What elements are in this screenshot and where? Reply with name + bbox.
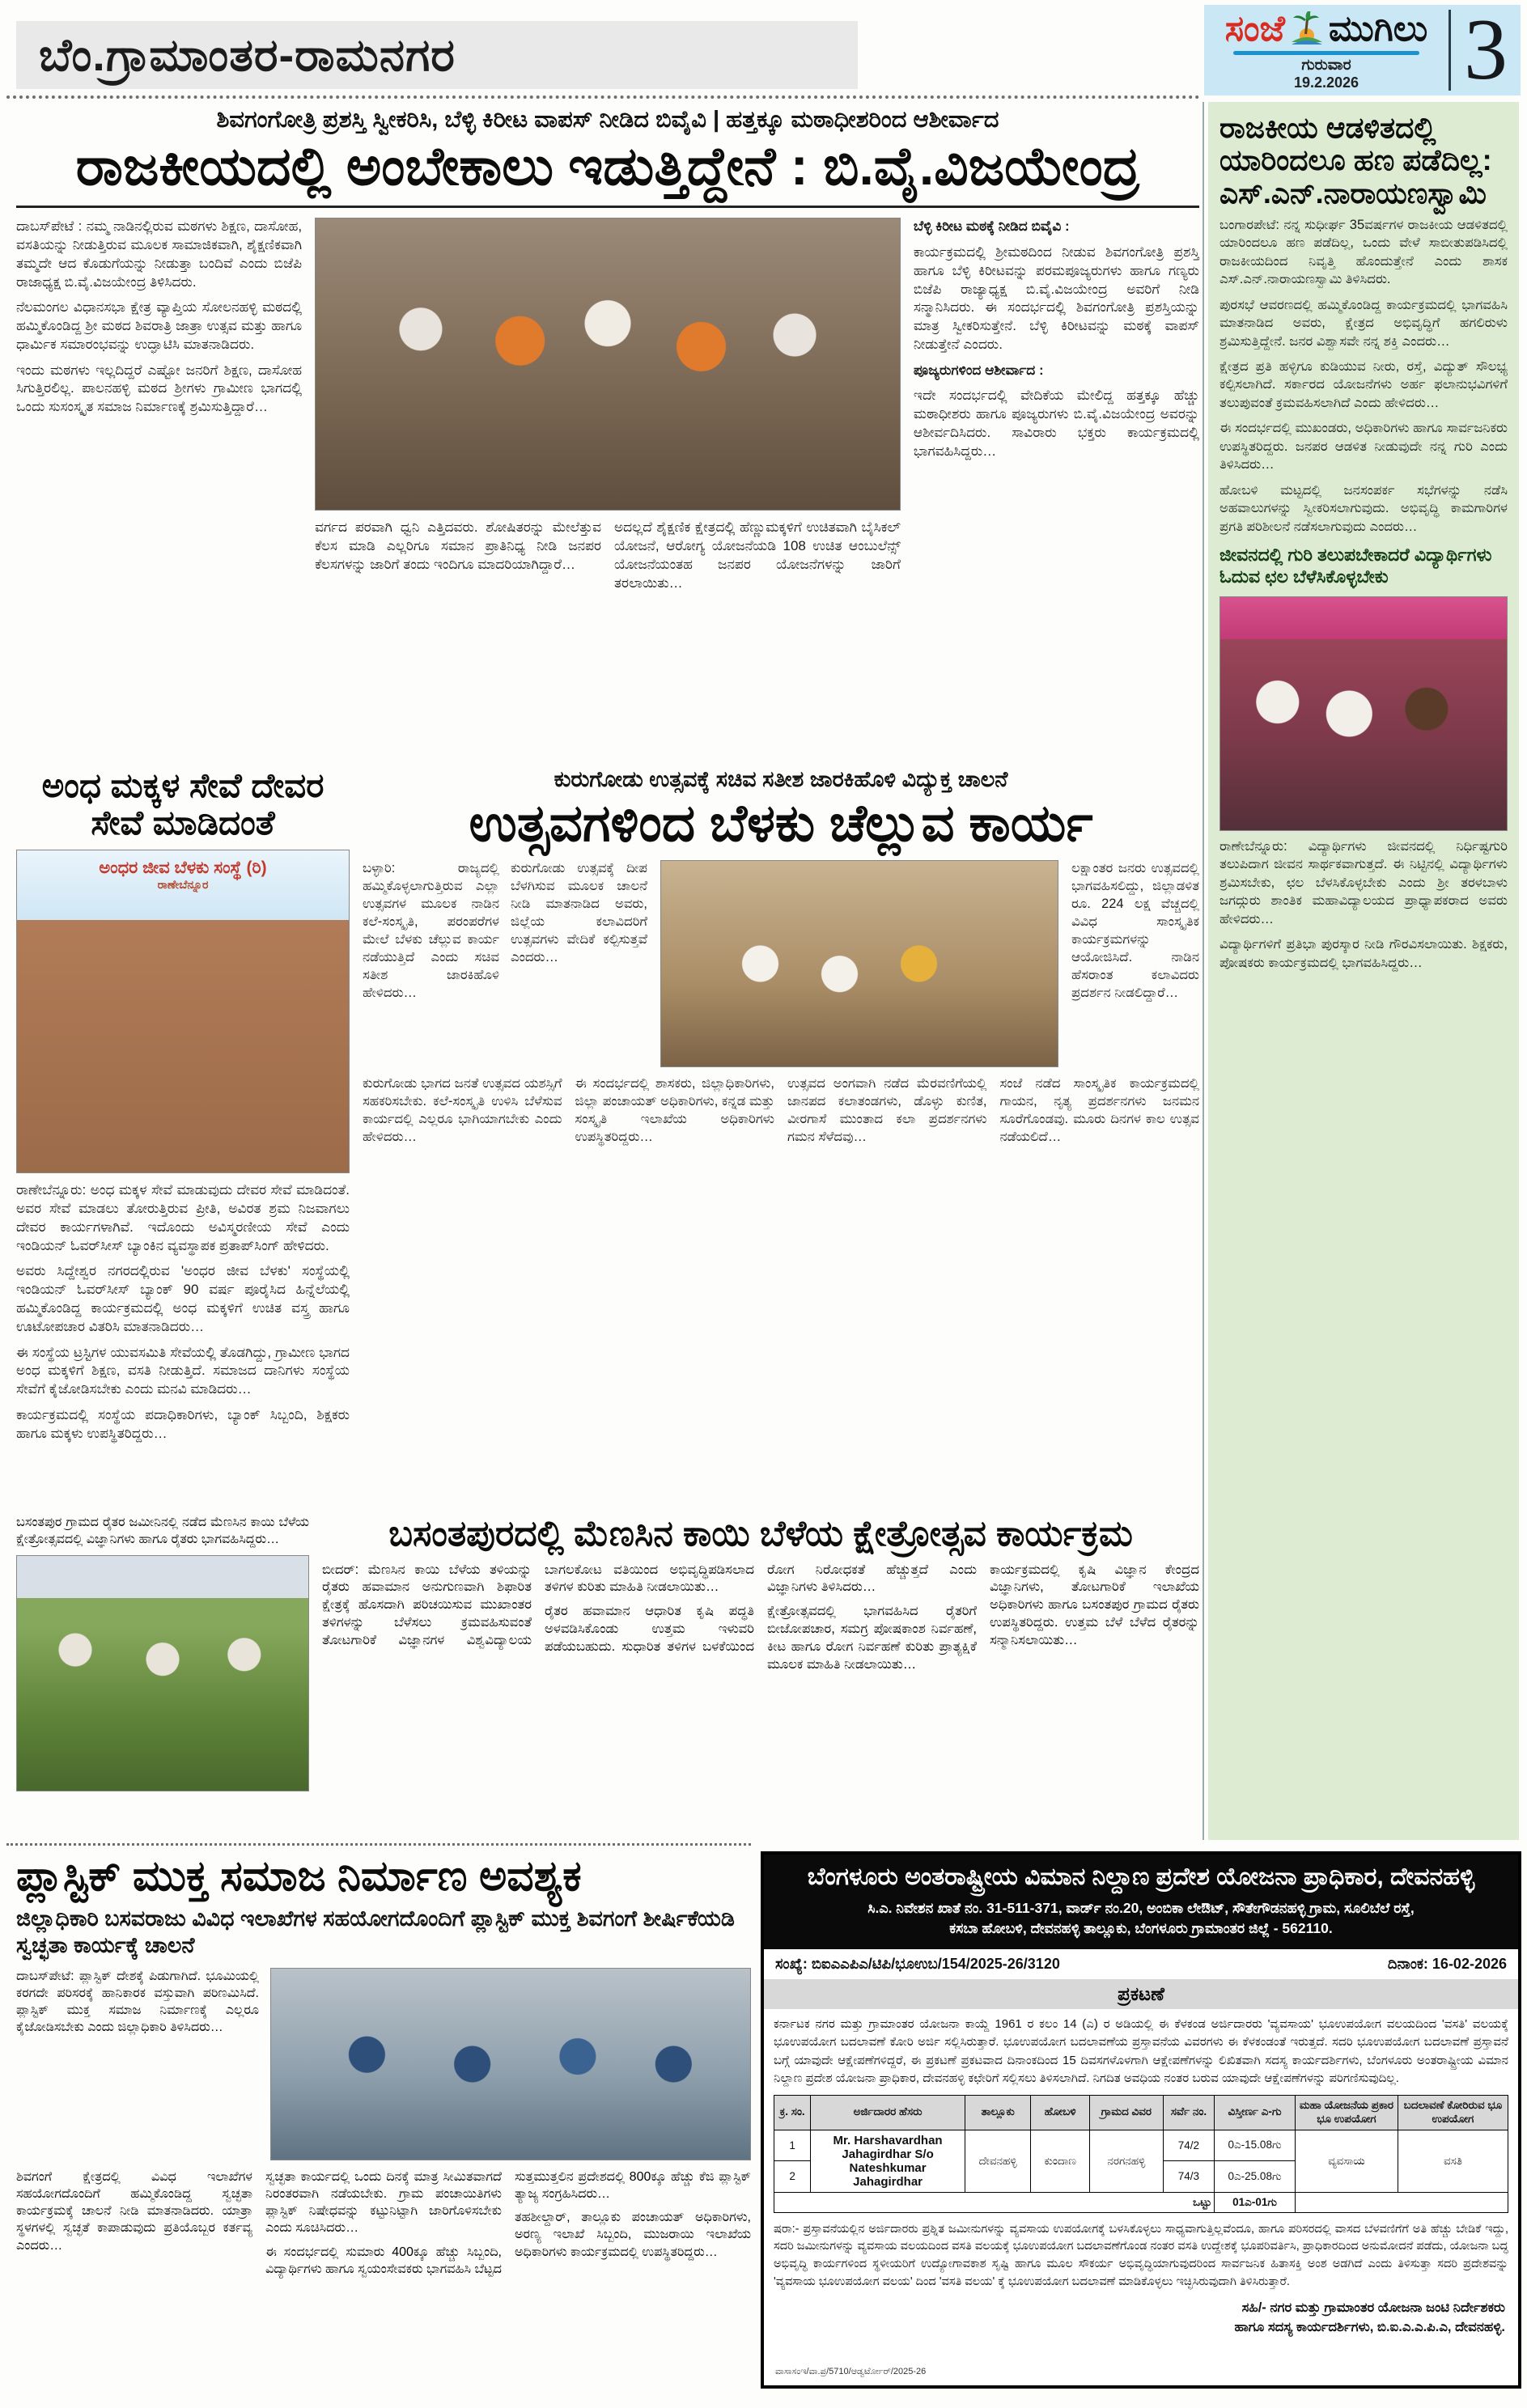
cell-master-use: ವ್ಯವಸಾಯ (1295, 2130, 1398, 2192)
basantapura-headline: ಬಸಂತಪುರದಲ್ಲಿ ಮೆಣಸಿನ ಕಾಯಿ ಬೆಳೆಯ ಕ್ಷೇತ್ರೋತ್ಸವ ಕಾರ್ಯಕ್ರಮ (388, 1514, 1133, 1554)
utsava-paragraph: ಬಳ್ಳಾರಿ: ರಾಜ್ಯದಲ್ಲಿ ಹಮ್ಮಿಕೊಳ್ಳಲಾಗುತ್ತಿರುವ ಎಲ್ಲಾ ಉತ್ಸವಗಳ ಮೂಲಕ ನಾಡಿನ ಕಲೆ-ಸಂಸ್ಕೃತಿ, ಪರಂಪರೆಗಳ ಮೇಲೆ ಬೆಳಕು ಚೆಲ್ಲುವ ಕಾರ್ಯ ನಡೆಯುತ್ತಿದೆ ಎಂದು ಸಚಿವ ಸತೀಶ ಜಾರಕಿಹೊಳಿ ಹೇಳಿದರು… (363, 861, 499, 1000)
col-header-survey: ಸರ್ವೆ ನಂ. (1163, 2095, 1214, 2130)
basantapura-left-column (16, 1515, 309, 1791)
paper-name (1225, 9, 1428, 49)
lead-column-4 (914, 218, 1199, 592)
section-tag-label: ಬೆಂ.ಗ್ರಾಮಾಂತರ-ರಾಮನಗರ (39, 28, 456, 80)
lead-paragraph: ವರ್ಗದ ಪರವಾಗಿ ಧ್ವನಿ ಎತ್ತಿದವರು. ಶೋಷಿತರನ್ನು ಮೇಲೆತ್ತುವ ಕೆಲಸ ಮಾಡಿ ಎಲ್ಲರಿಗೂ ಸಮಾನ ಪ್ರಾತಿನಿಧ್ಯ ನೀಡಿ ಜನಪರ ಕೆಲಸಗಳನ್ನು ಜಾರಿಗೆ ತಂದು ಇಂದಿಗೂ ಮಾದರಿಯಾಗಿದ್ದಾರೆ… (315, 519, 601, 572)
plastic-free-article (16, 1855, 751, 2278)
andha-paragraph: ರಾಣೇಬೆನ್ನೂರು: ಅಂಧ ಮಕ್ಕಳ ಸೇವೆ ಮಾಡುವುದು ದೇವರ ಸೇವೆ ಮಾಡಿದಂತೆ. ಅವರ ಸೇವೆ ಮಾಡಲು ತೋರುತ್ತಿರುವ ಪ್ರೀತಿ, ಅವಿರತ ಶ್ರಮ ನಿಜವಾಗಲು ದೇವರ ಕಾರ್ಯಗಳಾಗಿವೆ. ಇದೊಂದು ಅವಿಸ್ಮರಣೀಯ ಸೇವೆ ಎಂದು ಇಂಡಿಯನ್ ಓವರ್‌ಸೀಸ್ ಬ್ಯಾಂಕಿನ ವ್ಯವಸ್ಥಾಪಕ ಪ್ರತಾಪ್‌ಸಿಂಗ್ ಹೇಳಿದರು. (16, 1182, 350, 1253)
lead-paragraph: ಕಾರ್ಯಕ್ರಮದಲ್ಲಿ ಶ್ರೀಮಠದಿಂದ ನೀಡುವ ಶಿವಗಂಗೋತ್ರಿ ಪ್ರಶಸ್ತಿ ಹಾಗೂ ಬೆಳ್ಳಿ ಕಿರೀಟವನ್ನು ಪರಮಪೂಜ್ಯರುಗಳು ಹಾಗೂ ಗಣ್ಯರು ಬಿಜೆಪಿ ರಾಜ್ಯಾಧ್ಯಕ್ಷ ಬಿ.ವೈ.ವಿಜಯೇಂದ್ರ ಅವರಿಗೆ ನೀಡಿ ಸನ್ಮಾನಿಸಿದರು. ಈ ಸಂದರ್ಭದಲ್ಲಿ ಶಿವಗಂಗೋತ್ರಿ ಪ್ರಶಸ್ತಿಯನ್ನು ಮಾತ್ರ ಸ್ವೀಕರಿಸುತ್ತೇನೆ. ಬೆಳ್ಳಿ ಕಿರೀಟವನ್ನು ಮಠಕ್ಕೆ ವಾಪಸ್ ನೀಡುತ್ತೇನೆ ಎಂದರು. (913, 244, 1199, 352)
lead-paragraph: ಅದಲ್ಲದೆ ಶೈಕ್ಷಣಿಕ ಕ್ಷೇತ್ರದಲ್ಲಿ ಹೆಣ್ಣುಮಕ್ಕಳಿಗೆ ಉಚಿತವಾಗಿ ಬೈಸಿಕಲ್ ಯೋಜನೆ, ಆರೋಗ್ಯ ಯೋಜನೆಯಡಿ 108 ಉಚಿತ ಆಂಬುಲೆನ್ಸ್ ಯೋಜನೆಯಂತಹ ಜನಪರ ಯೋಜನೆಗಳನ್ನು ಜಾರಿಗೆ ತರಲಾಯಿತು… (613, 519, 901, 591)
masthead-day: ಗುರುವಾರ (1301, 57, 1351, 74)
rail-event-photo (1219, 596, 1508, 831)
masthead-rule (1233, 51, 1419, 55)
plastic-headline: ಪ್ಲಾಸ್ಟಿಕ್ ಮುಕ್ತ ಸಮಾಜ ನಿರ್ಮಾಣ ಅವಶ್ಯಕ (16, 1853, 582, 1900)
cell-survey-1: 74/2 (1163, 2130, 1214, 2161)
utsava-right-column (1071, 860, 1199, 1067)
plastic-paragraph: ತಹಶೀಲ್ದಾರ್, ತಾಲ್ಲೂಕು ಪಂಚಾಯತ್ ಅಧಿಕಾರಿಗಳು, ಅರಣ್ಯ ಇಲಾಖೆ ಸಿಬ್ಬಂದಿ, ಮುಜರಾಯಿ ಇಲಾಖೆಯ ಅಧಿಕಾರಿಗಳು ಕಾರ್ಯಕ್ರಮದಲ್ಲಿ ಉಪಸ್ಥಿತರಿದ್ದರು… (515, 2211, 751, 2259)
rail-headline: ರಾಜಕೀಯ ಆಡಳಿತದಲ್ಲಿ ಯಾರಿಂದಲೂ ಹಣ ಪಡೆದಿಲ್ಲ: ಎಸ್.ಎನ್.ನಾರಾಯಣಸ್ವಾಮಿ (1219, 111, 1492, 210)
cell-village: ನರಗನಹಳ್ಳಿ (1089, 2130, 1163, 2192)
cell-extent-1: 0ಎ-15.08ಗು (1215, 2130, 1296, 2161)
table-row (774, 2130, 1508, 2161)
plastic-deck: ಜಿಲ್ಲಾಧಿಕಾರಿ ಬಸವರಾಜು ವಿವಿಧ ಇಲಾಖೆಗಳ ಸಹಯೋಗದೊಂದಿಗೆ ಪ್ಲಾಸ್ಟಿಕ್ ಮುಕ್ತ ಶಿವಗಂಗೆ ಶೀರ್ಷಿಕೆಯಡಿ ಸ್ವಚ್ಛತಾ ಕಾರ್ಯಕ್ಕೆ ಚಾಲನೆ (16, 1906, 735, 1958)
utsava-headline: ಉತ್ಸವಗಳಿಂದ ಬೆಳಕು ಚೆಲ್ಲುವ ಕಾರ್ಯ (469, 794, 1093, 852)
lead-paragraph: ದಾಬಸ್‌ಪೇಟೆ : ನಮ್ಮ ನಾಡಿನಲ್ಲಿರುವ ಮಠಗಳು ಶಿಕ್ಷಣ, ದಾಸೋಹ, ವಸತಿಯನ್ನು ನೀಡುತ್ತಿರುವ ಮೂಲಕ ಸಾಮಾಜಿಕವಾಗಿ, ಶೈಕ್ಷಣಿಕವಾಗಿ ತಮ್ಮದೇ ಆದ ಕೊಡುಗೆಯನ್ನು ನೀಡುತ್ತಾ ಬಂದಿವೆ ಎಂದು ಬಿಜೆಪಿ ರಾಜಾಧ್ಯಕ್ಷ ಬಿ.ವೈ.ವಿಜಯೇಂದ್ರ ತಿಳಿಸಿದರು. (16, 218, 303, 290)
lead-paragraph: ಇದೇ ಸಂದರ್ಭದಲ್ಲಿ ವೇದಿಕೆಯ ಮೇಲಿದ್ದ ಹತ್ತಕ್ಕೂ ಹೆಚ್ಚು ಮಠಾಧೀಶರು ಹಾಗೂ ಪೂಜ್ಯರುಗಳು ಬಿ.ವೈ.ವಿಜಯೇಂದ್ರ ಅವರನ್ನು ಆಶೀರ್ವದಿಸಿದರು. ಸಾವಿರಾರು ಭಕ್ತರು ಕಾರ್ಯಕ್ರಮದಲ್ಲಿ ಭಾಗವಹಿಸಿದ್ದರು… (913, 388, 1199, 459)
rail-paragraph: ಹೋಬಳಿ ಮಟ್ಟದಲ್ಲಿ ಜನಸಂಪರ್ಕ ಸಭೆಗಳನ್ನು ನಡೆಸಿ ಅಹವಾಲುಗಳನ್ನು ಸ್ವೀಕರಿಸಲಾಗುವುದು. ಅಭಿವೃದ್ಧಿ ಕಾಮಗಾರಿಗಳ ಪ್ರಗತಿ ಪರಿಶೀಲನೆ ನಡೆಸಲಾಗುವುದು ಎಂದರು… (1219, 482, 1508, 534)
andha-photo-crowd (17, 920, 349, 1173)
col-header-taluk: ತಾಲ್ಲೂಕು (965, 2095, 1031, 2130)
notice-body-text: ಕರ್ನಾಟಕ ನಗರ ಮತ್ತು ಗ್ರಾಮಾಂತರ ಯೋಜನಾ ಕಾಯ್ದೆ 1961 ರ ಕಲಂ 14 (ಎ) ರ ಅಡಿಯಲ್ಲಿ ಈ ಕೆಳಕಂಡ ಅರ್ಜಿದಾರರು 'ವ್ಯವಸಾಯ' ಭೂಉಪಯೋಗ ವಲಯದಿಂದ 'ವಸತಿ' ವಲಯಕ್ಕೆ ಭೂಉಪಯೋಗ ಬದಲಾವಣೆ ಕೋರಿ ಅರ್ಜಿ ಸಲ್ಲಿಸಿರುತ್ತಾರೆ. ಭೂಉಪಯೋಗ ಬದಲಾವಣೆಯ ಪ್ರಸ್ತಾವನೆಯ ವಿವರಗಳು ಈ ಕೆಳಕಂಡಂತೆ ಇರುತ್ತದೆ. ಸದರಿ ಭೂಉಪಯೋಗ ಬದಲಾವಣೆ ಪ್ರಸ್ತಾವನೆ ಬಗ್ಗೆ ಯಾವುದೇ ಆಕ್ಷೇಪಣೆಗಳಿದ್ದರೆ, ಈ ಪ್ರಕಟಣೆ ಪ್ರಕಟವಾದ ದಿನಾಂಕದಿಂದ 15 ದಿವಸಗಳೊಳಗಾಗಿ ಆಕ್ಷೇಪಣೆಗಳನ್ನು ಲಿಖಿತವಾಗಿ ಸದಸ್ಯ ಕಾರ್ಯದರ್ಶಿಗಳು, ಬೆಂಗಳೂರು ಅಂತರಾಷ್ಟ್ರೀಯ ವಿಮಾನ ನಿಲ್ದಾಣ ಪ್ರದೇಶ ಯೋಜನಾ ಪ್ರಾಧಿಕಾರ, ದೇವನಹಳ್ಳಿ ಕಛೇರಿಗೆ ಸಲ್ಲಿಸಲು ತಿಳಿಸಲಾಗಿದೆ. ನಿಗದಿತ ಅವಧಿಯ ನಂತರ ಬರುವ ಯಾವುದೇ ಆಕ್ಷೇಪಣೆಗಳನ್ನು ಪರಿಗಣಿಸುವುದಿಲ್ಲ. (774, 2016, 1508, 2086)
plastic-bottom-columns (16, 2168, 751, 2278)
notice-table-header-row (774, 2095, 1508, 2130)
plastic-campaign-photo (270, 1968, 751, 2160)
rail-paragraph: ಕ್ಷೇತ್ರದ ಪ್ರತಿ ಹಳ್ಳಿಗೂ ಕುಡಿಯುವ ನೀರು, ರಸ್ತೆ, ವಿದ್ಯುತ್ ಸೌಲಭ್ಯ ಕಲ್ಪಿಸಲಾಗಿದೆ. ಸರ್ಕಾರದ ಯೋಜನೆಗಳು ಅರ್ಹ ಫಲಾನುಭವಿಗಳಿಗೆ ತಲುಪುವಂತೆ ಕ್ರಮವಹಿಸಲಾಗಿದೆ ಎಂದು ಹೇಳಿದರು… (1219, 359, 1508, 410)
basantapura-paragraph: ಕಾರ್ಯಕ್ರಮದಲ್ಲಿ ಕೃಷಿ ವಿಜ್ಞಾನ ಕೇಂದ್ರದ ವಿಜ್ಞಾನಿಗಳು, ತೋಟಗಾರಿಕೆ ಇಲಾಖೆಯ ಅಧಿಕಾರಿಗಳು ಹಾಗೂ ಬಸಂತಪುರ ಗ್ರಾಮದ ರೈತರು ಉಪಸ್ಥಿತರಿದ್ದರು. ಉತ್ತಮ ಬೆಳೆ ಬೆಳೆದ ರೈತರನ್ನು ಸನ್ಮಾನಿಸಲಾಯಿತು… (990, 1562, 1199, 1648)
palm-sunrise-icon (1288, 11, 1326, 47)
plastic-paragraph: ದಾಬಸ್‌ಪೇಟೆ: ಪ್ಲಾಸ್ಟಿಕ್ ದೇಶಕ್ಕೆ ಪಿಡುಗಾಗಿದೆ. ಭೂಮಿಯಲ್ಲಿ ಕರಗದೇ ಪರಿಸರಕ್ಕೆ ಹಾನಿಕಾರಕ ವಸ್ತುವಾಗಿ ಪರಿಣಮಿಸಿದೆ. ಪ್ಲಾಸ್ಟಿಕ್ ಮುಕ್ತ ಸಮಾಜ ನಿರ್ಮಾಣಕ್ಕೆ ಎಲ್ಲರೂ ಕೈಜೋಡಿಸಬೇಕು ಎಂದು ಜಿಲ್ಲಾಧಿಕಾರಿ ತಿಳಿಸಿದರು… (16, 1969, 259, 2035)
andha-headline: ಅಂಧ ಮಕ್ಕಳ ಸೇವೆ ದೇವರ ಸೇವೆ ಮಾಡಿದಂತೆ (41, 766, 324, 842)
notice-ref-number: ಸಂಖ್ಯೆ: ಬಿಐಎಎಪಿಎ/ಟಿಪಿ/ಭೂಉಬ/154/2025-26/3120 (775, 1955, 1060, 1972)
basantapura-paragraph: ಕ್ಷೇತ್ರೋತ್ಸವದಲ್ಲಿ ಭಾಗವಹಿಸಿದ ರೈತರಿಗೆ ಬೀಜೋಪಚಾರ, ಸಮಗ್ರ ಪೋಷಕಾಂಶ ನಿರ್ವಹಣೆ, ಕೀಟ ಹಾಗೂ ರೋಗ ನಿರ್ವಹಣೆ ಕುರಿತು ಪ್ರಾತ್ಯಕ್ಷಿಕೆ ಮೂಲಕ ಮಾಹಿತಿ ನೀಡಲಾಯಿತು… (767, 1604, 977, 1672)
blind-children-article (16, 767, 350, 1450)
notice-signature-line2: ಹಾಗೂ ಸದಸ್ಯ ಕಾರ್ಯದರ್ಶಿಗಳು, ಬಿ.ಐ.ಎ.ಎ.ಪಿ.ಎ, ದೇವನಹಳ್ಳಿ. (1234, 2320, 1505, 2335)
masthead (1204, 2, 1521, 98)
rail-paragraph: ರಾಣೇಬೆನ್ನೂರು: ವಿದ್ಯಾರ್ಥಿಗಳು ಜೀವನದಲ್ಲಿ ನಿರ್ಧಿಷ್ಟಗುರಿ ತಲುಪಿದಾಗ ಜೀವನ ಸಾರ್ಥಕವಾಗುತ್ತದೆ. ಈ ನಿಟ್ಟಿನಲ್ಲಿ ವಿದ್ಯಾರ್ಥಿಗಳು ಶ್ರಮಿಸಬೇಕು, ಛಲ ಬೆಳಸಿಕೊಳ್ಳಬೇಕು ಎಂದು ಶ್ರೀ ತರಳಬಾಳು ಜಗದ್ಗುರು ಶಾಂತಿಕ ಮಹಾವಿದ್ಯಾಲಯದ ಪ್ರಾಧ್ಯಾಪಕರಾದ ಅವರು ಹೇಳಿದರು… (1219, 838, 1508, 926)
lead-column-middle (315, 218, 901, 592)
lead-paragraph: ನೆಲಮಂಗಲ ವಿಧಾನಸಭಾ ಕ್ಷೇತ್ರ ವ್ಯಾಪ್ತಿಯ ಸೋಲನಹಳ್ಳಿ ಮಠದಲ್ಲಿ ಹಮ್ಮಿಕೊಂಡಿದ್ದ ಶ್ರೀ ಮಠದ ಶಿವರಾತ್ರಿ ಜಾತ್ರಾ ಉತ್ಸವ ಮತ್ತು ಹಾಗೂ ಧಾರ್ಮಿಕ ಸಮಾರಂಭವನ್ನು ಉದ್ಘಾಟಿಸಿ ಮಾತನಾಡಿದರು. (16, 299, 303, 352)
cell-sl-2: 2 (774, 2161, 811, 2193)
table-total-row (774, 2192, 1508, 2212)
utsava-paragraph: ಸಂಜೆ ನಡೆದ ಸಾಂಸ್ಕೃತಿಕ ಕಾರ್ಯಕ್ರಮದಲ್ಲಿ ಗಾಯನ, ನೃತ್ಯ ಪ್ರದರ್ಶನಗಳು ಜನಮನ ಸೂರೆಗೊಂಡವು. ಮೂರು ದಿನಗಳ ಕಾಲ ಉತ್ಸವ ನಡೆಯಲಿದೆ… (999, 1076, 1199, 1144)
top-divider-rule (6, 95, 1200, 99)
plastic-left-column (16, 1968, 259, 2160)
col-header-master-use: ಮಹಾ ಯೋಜನೆಯ ಪ್ರಕಾರ ಭೂ ಉಪಯೋಗ (1295, 2095, 1398, 2130)
andha-photo-banner (17, 850, 349, 920)
section-tag (16, 21, 858, 89)
masthead-date: 19.2.2026 (1293, 74, 1359, 91)
lead-paragraph: ಇಂದು ಮಠಗಳು ಇಲ್ಲದಿದ್ದರೆ ಎಷ್ಟೋ ಜನರಿಗೆ ಶಿಕ್ಷಣ, ದಾಸೋಹ ಸಿಗುತ್ತಿರಲಿಲ್ಲ. ಪಾಲನಹಳ್ಳಿ ಮಠದ ಶ್ರೀಗಳು ಗ್ರಾಮೀಣ ಭಾಗದಲ್ಲಿ ಒಂದು ಸುಸಂಸ್ಕೃತ ಸಮಾಜ ನಿರ್ಮಾಣಕ್ಕೆ ಶ್ರಮಿಸುತ್ತಿದ್ದಾರೆ… (16, 362, 303, 415)
utsava-article (363, 767, 1199, 1153)
rail-paragraph: ಈ ಸಂದರ್ಭದಲ್ಲಿ ಮುಖಂಡರು, ಅಧಿಕಾರಿಗಳು ಹಾಗೂ ಸಾರ್ವಜನಿಕರು ಉಪಸ್ಥಿತರಿದ್ದರು. ಜನಪರ ಆಡಳಿತ ನೀಡುವುದೇ ನನ್ನ ಗುರಿ ಎಂದು ತಿಳಿಸಿದರು… (1219, 421, 1508, 473)
notice-authority-title: ಬೆಂಗಳೂರು ಅಂತರಾಷ್ಟ್ರೀಯ ವಿಮಾನ ನಿಲ್ದಾಣ ಪ್ರದೇಶ ಯೋಜನಾ ಪ್ರಾಧಿಕಾರ, ದೇವನಹಳ್ಳಿ (807, 1863, 1475, 1890)
utsava-paragraph: ಕುರುಗೋಡು ಉತ್ಸವಕ್ಕೆ ದೀಪ ಬೆಳಗಿಸುವ ಮೂಲಕ ಚಾಲನೆ ನೀಡಿ ಮಾತನಾಡಿದ ಅವರು, ಜಿಲ್ಲೆಯ ಕಲಾವಿದರಿಗೆ ಉತ್ಸವಗಳು ವೇದಿಕೆ ಕಲ್ಪಿಸುತ್ತವೆ ಎಂದರು… (511, 861, 647, 964)
plastic-paragraph: ಸ್ವಚ್ಛತಾ ಕಾರ್ಯದಲ್ಲಿ ಒಂದು ದಿನಕ್ಕೆ ಮಾತ್ರ ಸೀಮಿತವಾಗದೆ ನಿರಂತರವಾಗಿ ನಡೆಯಬೇಕು. ಗ್ರಾಮ ಪಂಚಾಯಿತಿಗಳು ಪ್ಲಾಸ್ಟಿಕ್ ನಿಷೇಧವನ್ನು ಕಟ್ಟುನಿಟ್ಟಾಗಿ ಜಾರಿಗೊಳಿಸಬೇಕು ಎಂದು ಸೂಚಿಸಿದರು… (265, 2170, 502, 2236)
cell-hobli: ಕುಂದಾಣ (1031, 2130, 1090, 2192)
cell-total-extent: 01ಎ-01ಗು (1215, 2192, 1296, 2212)
page-number: 3 (1464, 2, 1508, 98)
cell-survey-2: 74/3 (1163, 2161, 1214, 2193)
notice-address-line1: ಸಿ.ಎ. ನಿವೇಶನ ಖಾತೆ ನಂ. 31-511-371, ವಾರ್ಡ್ ನಂ.20, ಅಂಬಿಕಾ ಲೇಔಟ್, ಸೌತೇಗೌಡನಹಳ್ಳಿ ಗ್ರಾಮ, ಸೂಲಿಬೆಲೆ ರಸ್ತೆ, (867, 1900, 1415, 1916)
masthead-title-block (1204, 5, 1449, 95)
basantapura-field-photo (16, 1555, 309, 1791)
rail-subhead: ಜೀವನದಲ್ಲಿ ಗುರಿ ತಲುಪಬೇಕಾದರೆ ವಿದ್ಯಾರ್ಥಿಗಳು ಓದುವ ಛಲ ಬೆಳೆಸಿಕೊಳ್ಳಬೇಕು (1219, 544, 1492, 587)
basantapura-note: ಬಸಂತಪುರ ಗ್ರಾಮದ ರೈತರ ಜಮೀನಿನಲ್ಲಿ ನಡೆದ ಮೆಣಸಿನ ಕಾಯಿ ಬೆಳೆಯ ಕ್ಷೇತ್ರೋತ್ಸವದಲ್ಲಿ ವಿಜ್ಞಾನಿಗಳು ಹಾಗೂ ರೈತರು ಭಾಗವಹಿಸಿದ್ದರು… (16, 1516, 309, 1546)
lead-article (16, 107, 1199, 592)
cell-taluk: ದೇವನಹಳ್ಳಿ (965, 2130, 1031, 2192)
andha-banner-line1: ಅಂಧರ ಜೀವ ಬೆಳಕು ಸಂಸ್ಥೆ (ರಿ) (99, 858, 267, 878)
notice-signature-line1: ಸಹಿ/- ನಗರ ಮತ್ತು ಗ್ರಾಮಾಂತರ ಯೋಜನಾ ಜಂಟಿ ನಿರ್ದೇಶಕರು (1241, 2300, 1505, 2315)
andha-photo (16, 850, 350, 1173)
lead-kicker: ಶಿವಗಂಗೋತ್ರಿ ಪ್ರಶಸ್ತಿ ಸ್ವೀಕರಿಸಿ, ಬೆಳ್ಳಿ ಕಿರೀಟ ವಾಪಸ್ ನೀಡಿದ ಬಿವೈವಿ | ಹತ್ತಕ್ಕೂ ಮಠಾಧೀಶರಿಂದ ಆಶೀರ್ವಾದ (216, 107, 999, 133)
andha-paragraph: ಈ ಸಂಸ್ಥೆಯ ಟ್ರಸ್ಟಿಗಳ ಯುವಸಮಿತಿ ಸೇವೆಯಲ್ಲಿ ತೊಡಗಿದ್ದು, ಗ್ರಾಮೀಣ ಭಾಗದ ಅಂಧ ಮಕ್ಕಳಿಗೆ ಶಿಕ್ಷಣ, ವಸತಿ ನೀಡುತ್ತಿದೆ. ಸಮಾಜದ ದಾನಿಗಳು ಸಂಸ್ಥೆಯ ಸೇವೆಗೆ ಕೈಜೋಡಿಸಬೇಕು ಎಂದು ಮನವಿ ಮಾಡಿದರು… (16, 1344, 350, 1397)
notice-shara-text: ಷರಾ:- ಪ್ರಸ್ತಾವನೆಯಲ್ಲಿನ ಅರ್ಜಿದಾರರು ಪ್ರಶ್ನಿತ ಜಮೀನುಗಳನ್ನು ವ್ಯವಸಾಯ ಉಪಯೋಗಕ್ಕೆ ಬಳಸಿಕೊಳ್ಳಲು ಸಾಧ್ಯವಾಗುತ್ತಿಲ್ಲವೆಂದೂ, ಹಾಗೂ ಪರಿಸರದಲ್ಲಿ ವಾಸದ ಬೆಳವಣಿಗೆಗೆ ಅತಿ ಹೆಚ್ಚು ಬೇಡಿಕೆ ಇದ್ದು, ಸದರಿ ಜಮೀನುಗಳನ್ನು ವ್ಯವಸಾಯ ವಲಯದಿಂದ ವಸತಿ ವಲಯಕ್ಕೆ ಭೂಉಪಯೋಗ ಬದಲಾವಣೆಗೊಂಡ ನಂತರ ವಸತಿ ಉದ್ದೇಶಕ್ಕೆ ಭೂಪರಿವರ್ತಿಸಿ, ಪ್ರಾಧಿಕಾರದಿಂದ ಅನುಮೋದನೆ ಪಡೆದು, ಯೋಜನಾ ಬದ್ಧ ಅಭಿವೃದ್ಧಿ ಕಾರ್ಯಗಳಿಂದ ಸ್ಥಳೀಯರಿಗೆ ಉದ್ಯೋಗಾವಕಾಶ ಸೃಷ್ಟಿ ಹಾಗೂ ಮೂಲ ಸೌಕರ್ಯ ಅಭಿವೃದ್ಧಿಯಾಗುವುದರಿಂದ ಸಾರ್ವಜನಿಕ ಹಿತಾಸಕ್ತಿ ಅಂಶ ಅಡಗಿದೆ ಎಂದು ತಿಳಿಸುತ್ತಾ ಸದರಿ ಪ್ರದೇಶವನ್ನು 'ವ್ಯವಸಾಯ ಭೂಉಪಯೋಗ ವಲಯ' ದಿಂದ 'ವಸತಿ ವಲಯ' ಕ್ಕೆ ಭೂಉಪಯೋಗ ಬದಲಾವಣೆ ಮಾಡಿಕೊಳ್ಳಲು ಇಚ್ಛಿಸಿರುವುದಾಗಿ ತಿಳಿಸಿರುತ್ತಾರೆ. (774, 2222, 1508, 2288)
col-header-sl: ಕ್ರ. ಸಂ. (774, 2095, 811, 2130)
notice-header (764, 1855, 1518, 1949)
utsava-photo (660, 860, 1058, 1067)
andha-paragraph: ಕಾರ್ಯಕ್ರಮದಲ್ಲಿ ಸಂಸ್ಥೆಯ ಪದಾಧಿಕಾರಿಗಳು, ಬ್ಯಾಂಕ್ ಸಿಬ್ಬಂದಿ, ಶಿಕ್ಷಕರು ಹಾಗೂ ಮಕ್ಕಳು ಉಪಸ್ಥಿತರಿದ್ದರು… (16, 1406, 350, 1441)
cell-sl-1: 1 (774, 2130, 811, 2161)
utsava-kicker: ಕುರುಗೋಡು ಉತ್ಸವಕ್ಕೆ ಸಚಿವ ಸತೀಶ ಜಾರಕಿಹೊಳಿ ವಿದ್ಯುಕ್ತ ಚಾಲನೆ (554, 767, 1008, 791)
andha-banner-line2: ರಾಣೇಬೆನ್ನೂರ (157, 878, 209, 892)
rail-paragraph: ಬಂಗಾರಪೇಟೆ: ನನ್ನ ಸುಧೀರ್ಘ 35ವರ್ಷಗಳ ರಾಜಕೀಯ ಆಡಳಿತದಲ್ಲಿ ಯಾರಿಂದಲೂ ಹಣ ಪಡೆದಿಲ್ಲ, ಒಂದು ವೇಳೆ ಸಾಬೀತುಪಡಿಸಿದಲ್ಲಿ ರಾಜಕೀಯದಿಂದ ನಿವೃತ್ತಿ ಹೊಂದುತ್ತೇನೆ ಎಂದು ಶಾಸಕ ಎಸ್.ಎನ್.ನಾರಾಯಣಸ್ವಾಮಿ ತಿಳಿಸಿದರು. (1219, 217, 1508, 287)
rail-paragraph: ವಿದ್ಯಾರ್ಥಿಗಳಿಗೆ ಪ್ರತಿಭಾ ಪುರಸ್ಕಾರ ನೀಡಿ ಗೌರವಿಸಲಾಯಿತು. ಶಿಕ್ಷಕರು, ಪೋಷಕರು ಕಾರ್ಯಕ್ರಮದಲ್ಲಿ ಭಾಗವಹಿಸಿದ್ದರು… (1219, 937, 1508, 970)
utsava-paragraph: ಈ ಸಂದರ್ಭದಲ್ಲಿ ಶಾಸಕರು, ಜಿಲ್ಲಾಧಿಕಾರಿಗಳು, ಜಿಲ್ಲಾ ಪಂಚಾಯತ್ ಅಧಿಕಾರಿಗಳು, ಕನ್ನಡ ಮತ್ತು ಸಂಸ್ಕೃತಿ ಇಲಾಖೆಯ ಅಧಿಕಾರಿಗಳು ಉಪಸ್ಥಿತರಿದ್ದರು… (575, 1076, 774, 1144)
notice-date: ದಿನಾಂಕ: 16-02-2026 (1387, 1955, 1507, 1972)
col-header-name: ಅರ್ಜಿದಾರರ ಹೆಸರು (811, 2095, 965, 2130)
utsava-paragraph: ಲಕ್ಷಾಂತರ ಜನರು ಉತ್ಸವದಲ್ಲಿ ಭಾಗವಹಿಸಲಿದ್ದು, ಜಿಲ್ಲಾಡಳಿತ ರೂ. 224 ಲಕ್ಷ ವೆಚ್ಚದಲ್ಲಿ ವಿವಿಧ ಸಾಂಸ್ಕೃತಿಕ ಕಾರ್ಯಕ್ರಮಗಳನ್ನು ಆಯೋಜಿಸಿದೆ. ನಾಡಿನ ಹೆಸರಾಂತ ಕಲಾವಿದರು ಪ್ರದರ್ಶನ ನೀಡಲಿದ್ದಾರೆ… (1071, 861, 1199, 1000)
cell-requested-use: ವಸತಿ (1398, 2130, 1508, 2192)
cell-applicant-name: Mr. Harshavardhan Jahagirdhar S/o Nateshkumar Jahagirdhar (811, 2130, 965, 2192)
rail-divider-rule (1203, 102, 1204, 1840)
notice-footer-ref: ವಾಸಾಸಂಇ/ವಾ.ಪ್ರ/5710/ಆಡ್ವರ್ಟೋರ್/2025-26 (775, 2367, 927, 2376)
col-header-extent: ವಿಸ್ತೀರ್ಣ ಎ-ಗು (1215, 2095, 1296, 2130)
col-header-requested-use: ಬದಲಾವಣೆ ಕೋರಿರುವ ಭೂ ಉಪಯೋಗ (1398, 2095, 1508, 2130)
notice-address-line2: ಕಸಬಾ ಹೋಬಳಿ, ದೇವನಹಳ್ಳಿ ತಾಲ್ಲೂಕು, ಬೆಂಗಳೂರು ಗ್ರಾಮಾಂತರ ಜಿಲ್ಲೆ - 562110. (949, 1920, 1333, 1937)
basantapura-paragraph: ಬೀದರ್: ಮೆಣಸಿನ ಕಾಯಿ ಬೆಳೆಯ ತಳಿಯನ್ನು ರೈತರು ಹವಾಮಾನ ಅನುಗುಣವಾಗಿ ಶಿಫಾರಿತ ಕ್ಷೇತ್ರಕ್ಕೆ ಹೊಸದಾಗಿ ಪರಿಚಯಿಸುವ ಮುಖಾಂತರ ತಳಿಗಳನ್ನು ಬೆಳೆಸಲು ಕ್ರಮವಹಿಸುವಂತೆ ತೋಟಗಾರಿಕೆ ವಿಜ್ಞಾನಗಳ ವಿಶ್ವವಿದ್ಯಾಲಯ ಬಾಗಲಕೋಟ ವತಿಯಿಂದ ಅಭಿವೃದ್ಧಿಪಡಿಸಲಾದ ತಳಿಗಳ ಕುರಿತು ಮಾಹಿತಿ ನೀಡಲಾಯಿತು… (322, 1562, 754, 1648)
col-header-hobli: ಹೋಬಳಿ (1031, 2095, 1090, 2130)
col-header-village: ಗ್ರಾಮದ ವಿವರ (1089, 2095, 1163, 2130)
lead-subhead-2: ಪೂಜ್ಯರುಗಳಿಂದ ಆಶೀರ್ವಾದ : (913, 362, 1044, 378)
andha-paragraph: ಅವರು ಸಿದ್ದೇಶ್ವರ ನಗರದಲ್ಲಿರುವ 'ಅಂಧರ ಜೀವ ಬೆಳಕು' ಸಂಸ್ಥೆಯಲ್ಲಿ ಇಂಡಿಯನ್ ಓವರ್‌ಸೀಸ್ ಬ್ಯಾಂಕ್ 90 ವರ್ಷ ಪೂರೈಸಿದ ಹಿನ್ನೆಲೆಯಲ್ಲಿ ಹಮ್ಮಿಕೊಂಡಿದ್ದ ಕಾರ್ಯಕ್ರಮದಲ್ಲಿ ಅಂಧ ಮಕ್ಕಳಿಗೆ ಉಚಿತ ವಸ್ತ್ರ ಹಾಗೂ ಊಟೋಪಚಾರ ವಿತರಿಸಿ ಮಾತನಾಡಿದರು… (16, 1263, 350, 1334)
paper-name-black: ಮುಗಿಲು (1328, 9, 1428, 49)
notice-table (774, 2095, 1508, 2213)
utsava-left-columns (363, 860, 647, 1067)
paper-name-red: ಸಂಜೆ (1224, 9, 1285, 49)
utsava-paragraph: ಉತ್ಸವದ ಅಂಗವಾಗಿ ನಡೆದ ಮೆರವಣಿಗೆಯಲ್ಲಿ ಜಾನಪದ ಕಲಾತಂಡಗಳು, ಡೊಳ್ಳು ಕುಣಿತ, ವೀರಗಾಸೆ ಮುಂತಾದ ಕಲಾ ಪ್ರದರ್ಶನಗಳು ಗಮನ ಸೆಳೆದವು… (787, 1076, 987, 1144)
basantapura-paragraph: ರೈತರ ಹವಾಮಾನ ಆಧಾರಿತ ಕೃಷಿ ಪದ್ಧತಿ ಅಳವಡಿಸಿಕೊಂಡು ಉತ್ತಮ ಇಳುವರಿ ಪಡೆಯಬಹುದು. ಸುಧಾರಿತ ತಳಿಗಳ ಬಳಕೆಯಿಂದ ರೋಗ ನಿರೋಧಕತೆ ಹೆಚ್ಚುತ್ತದೆ ಎಂದು ವಿಜ್ಞಾನಿಗಳು ತಿಳಿಸಿದರು… (545, 1562, 977, 1655)
bottom-divider-rule (6, 1843, 751, 1846)
lead-column-1 (16, 218, 302, 592)
rail-paragraph: ಪುರಸಭೆ ಆವರಣದಲ್ಲಿ ಹಮ್ಮಿಕೊಂಡಿದ್ದ ಕಾರ್ಯಕ್ರಮದಲ್ಲಿ ಭಾಗವಹಿಸಿ ಮಾತನಾಡಿದ ಅವರು, ಕ್ಷೇತ್ರದ ಅಭಿವೃದ್ಧಿಗೆ ಹಗಲಿರುಳು ಶ್ರಮಿಸುತ್ತಿದ್ದೇನೆ. ಜನರ ವಿಶ್ವಾಸವೇ ನನ್ನ ಶಕ್ತಿ ಎಂದರು… (1219, 297, 1508, 349)
basantapura-article (16, 1515, 1199, 1791)
plastic-paragraph: ಈ ಸಂದರ್ಭದಲ್ಲಿ ಸುಮಾರು 400ಕ್ಕೂ ಹೆಚ್ಚು ಸಿಬ್ಬಂದಿ, ವಿದ್ಯಾರ್ಥಿಗಳು ಹಾಗೂ ಸ್ವಯಂಸೇವಕರು ಭಾಗವಹಿಸಿ ಬೆಟ್ಟದ ಸುತ್ತಮುತ್ತಲಿನ ಪ್ರದೇಶದಲ್ಲಿ 800ಕ್ಕೂ ಹೆಚ್ಚು ಕೆಜಿ ಪ್ಲಾಸ್ಟಿಕ್ ತ್ಯಾಜ್ಯ ಸಂಗ್ರಹಿಸಿದರು… (265, 2170, 751, 2276)
plastic-paragraph: ಶಿವಗಂಗೆ ಕ್ಷೇತ್ರದಲ್ಲಿ ವಿವಿಧ ಇಲಾಖೆಗಳ ಸಹಯೋಗದೊಂದಿಗೆ ಹಮ್ಮಿಕೊಂಡಿದ್ದ ಸ್ವಚ್ಛತಾ ಕಾರ್ಯಕ್ರಮಕ್ಕೆ ಚಾಲನೆ ನೀಡಿ ಮಾತನಾಡಿದರು. ಯಾತ್ರಾ ಸ್ಥಳಗಳಲ್ಲಿ ಸ್ವಚ್ಛತೆ ಕಾಪಾಡುವುದು ಪ್ರತಿಯೊಬ್ಬರ ಕರ್ತವ್ಯ ಎಂದರು… (16, 2170, 252, 2253)
basantapura-main (322, 1515, 1199, 1791)
notice-label: ಪ್ರಕಟಣೆ (764, 1979, 1518, 2009)
lead-headline: ರಾಜಕೀಯದಲ್ಲಿ ಅಂಬೇಕಾಲು ಇಡುತ್ತಿದ್ದೇನೆ : ಬಿ.ವೈ.ವಿಜಯೇಂದ್ರ (16, 138, 1199, 208)
lead-subhead-1: ಬೆಳ್ಳಿ ಕಿರೀಟ ಮಠಕ್ಕೆ ನೀಡಿದ ಬಿವೈವಿ : (913, 218, 1070, 235)
cell-extent-2: 0ಎ-25.08ಗು (1215, 2161, 1296, 2193)
utsava-paragraph: ಕುರುಗೋಡು ಭಾಗದ ಜನತೆ ಉತ್ಸವದ ಯಶಸ್ಸಿಗೆ ಸಹಕರಿಸಬೇಕು. ಕಲೆ-ಸಂಸ್ಕೃತಿ ಉಳಿಸಿ ಬೆಳೆಸುವ ಕಾರ್ಯದಲ್ಲಿ ಎಲ್ಲರೂ ಭಾಗಿಯಾಗಬೇಕು ಎಂದು ಹೇಳಿದರು… (363, 1076, 562, 1144)
lead-photo (315, 218, 901, 511)
cell-total-empty (1295, 2192, 1508, 2212)
utsava-bottom-columns (363, 1075, 1199, 1153)
right-rail-article (1208, 102, 1519, 1840)
land-use-notice (761, 1851, 1521, 2389)
cell-total-label: ಒಟ್ಟು (774, 2192, 1215, 2212)
